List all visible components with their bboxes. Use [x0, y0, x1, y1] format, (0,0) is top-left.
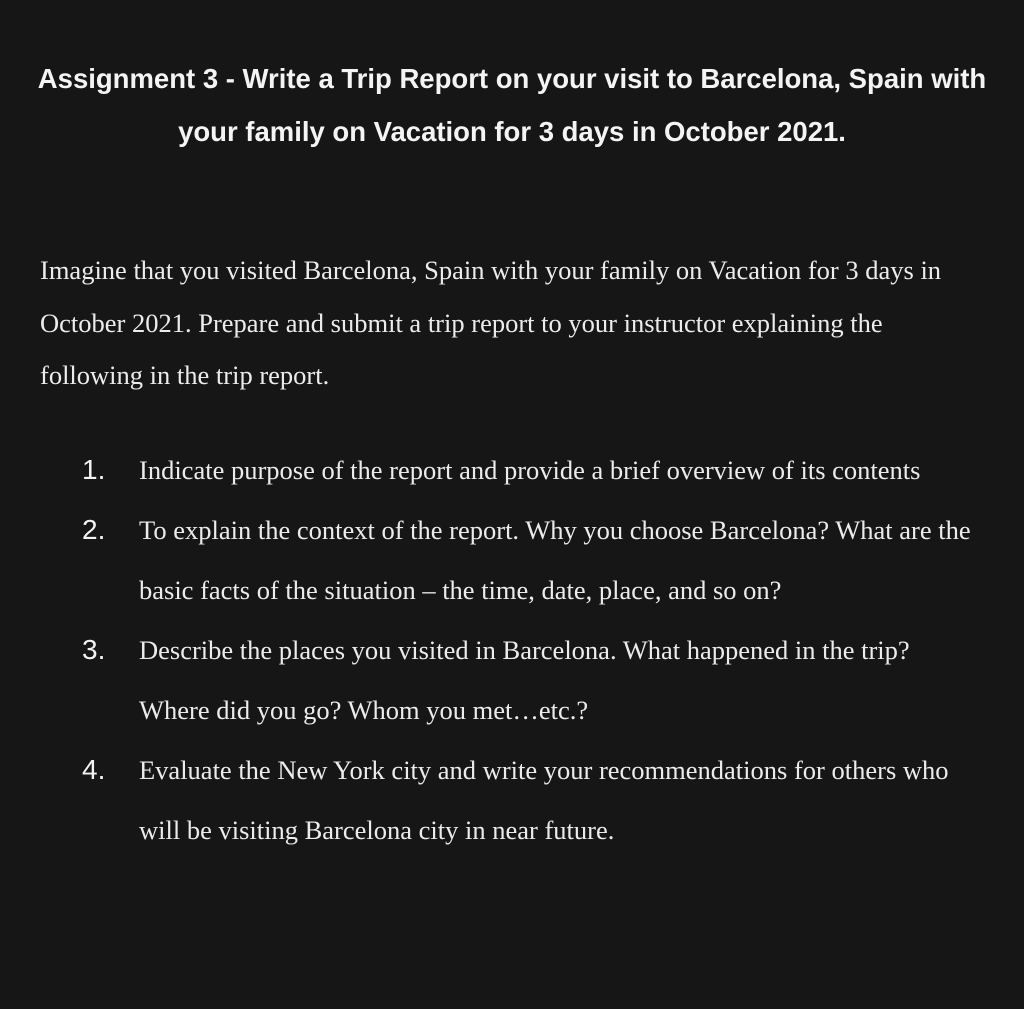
- requirements-list: [0, 440, 1024, 860]
- list-item-number: 1.: [82, 454, 106, 485]
- list-item-number: 4.: [82, 754, 106, 785]
- assignment-title: Assignment 3 - Write a Trip Report on your visit to Barcelona, Spain with your family on Vacation for 3 days in October 2021.: [37, 63, 987, 147]
- list-item: [0, 620, 1024, 740]
- list-item: [0, 740, 1024, 860]
- list-item-number: 3.: [82, 634, 106, 665]
- list-item-text: Indicate purpose of the report and provide a brief overview of its contents: [139, 455, 921, 485]
- list-item: [0, 440, 1024, 500]
- intro-paragraph: Imagine that you visited Barcelona, Spain with your family on Vacation for 3 days in October 2021. Prepare and submit a trip report to your instructor explaining the following in the trip report.: [40, 255, 942, 390]
- list-item-text: Evaluate the New York city and write your recommendations for others who will be visiting Barcelona city in near future.: [139, 755, 949, 845]
- list-item-text: To explain the context of the report. Why you choose Barcelona? What are the basic facts of the situation – the time, date, place, and so on?: [139, 515, 971, 605]
- list-item-text: Describe the places you visited in Barcelona. What happened in the trip? Where did you go? Whom you met…etc.?: [139, 635, 910, 725]
- list-item-number: 2.: [82, 514, 106, 545]
- list-item: [0, 500, 1024, 620]
